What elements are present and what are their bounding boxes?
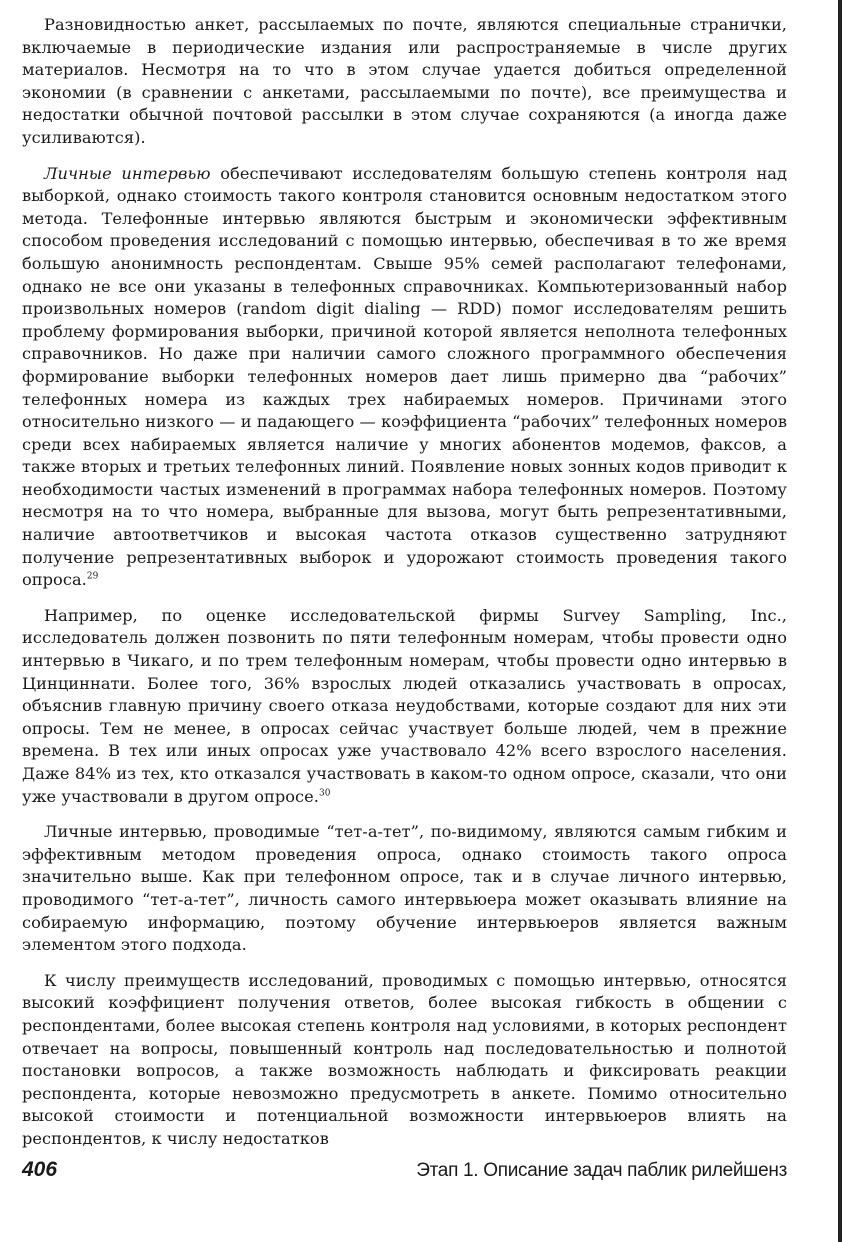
running-head: Этап 1. Описание задач паблик рилейшенз bbox=[416, 1160, 787, 1181]
paragraph-5-text: К числу преимуществ исследований, проводимых с помощью интервью, относятся высокий коэффициент получения ответов, более высокая гибкость в общении с респондентами, более высокая степень контроля над условиями, в которых респондент отвечает на вопросы, повышенный контроль над последовательностью и полнотой постановки вопросов, а также возможность наблюдать и фиксировать реакции респондента, которые невозможно предусмотреть в анкете. Помимо относительно высокой стоимости и потенциальной возможности интервьюеров влиять на респондентов, к числу недостатков bbox=[22, 970, 787, 1148]
paragraph-2 bbox=[22, 163, 787, 592]
page-footer bbox=[22, 1158, 787, 1186]
paragraph-1-text: Разновидностью анкет, рассылаемых по почте, являются специальные странички, включаемые в периодические издания или распространяемые в числе других материалов. Несмотря на то что в этом случае удается добиться определенной экономии (в сравнении с анкетами, рассылаемыми по почте), все преимущества и недостатки обычной почтовой рассылки в этом случае сохраняются (а иногда даже усиливаются). bbox=[22, 15, 787, 147]
paragraph-3 bbox=[22, 605, 787, 808]
paragraph-2-text: обеспечивают исследователям большую степень контроля над выборкой, однако стоимость такого контроля становится основным недостатком этого метода. Телефонные интервью являются быстрым и экономически эффективным способом проведения исследований с помощью интервью, обеспечивая в то же время большую анонимность респондентам. Свыше 95% семей располагают телефонами, однако не все они указаны в телефонных справочниках. Компьютеризованный набор произвольных номеров (random digit dialing — RDD) помог исследователям решить проблему формирования выборки, причиной которой является неполнота телефонных справочников. Но даже при наличии самого сложного программного обеспечения формирование выборки телефонных номеров дает лишь примерно два “рабочих” телефонных номера из каждых трех набираемых номеров. Причинами этого относительно низкого — и падающего — коэффициента “рабочих” телефонных номеров среди всех набираемых является наличие у многих абонентов модемов, факсов, а также вторых и третьих телефонных линий. Появление новых зонных кодов приводит к необходимости частых изменений в программах набора телефонных номеров. Поэтому несмотря на то что номера, выбранные для вызова, могут быть репрезентативными, наличие автоответчиков и высокая частота отказов существенно затрудняют получение репрезентативных выборок и удорожают стоимость проведения такого опроса. bbox=[22, 163, 788, 590]
page-number: 406 bbox=[22, 1158, 58, 1181]
paragraph-1 bbox=[22, 14, 787, 150]
paragraph-4 bbox=[22, 821, 787, 957]
footnote-ref-30[interactable]: 30 bbox=[319, 788, 331, 799]
page-edge-rule bbox=[838, 0, 842, 1242]
paragraph-5 bbox=[22, 970, 787, 1151]
footnote-ref-29[interactable]: 29 bbox=[86, 571, 99, 582]
page-body bbox=[22, 14, 787, 1151]
paragraph-3-text: Например, по оценке исследовательской фирмы Survey Sampling, Inc., исследователь должен позвонить по пяти телефонным номерам, чтобы провести одно интервью в Чикаго, и по трем телефонным номерам, чтобы провести одно интервью в Цинциннати. Более того, 36% взрослых людей отказались участвовать в опросах, объяснив главную причину своего отказа неудобствами, которые создают для них эти опросы. Тем не менее, в опросах сейчас участвует больше людей, чем в прежние времена. В тех или иных опросах уже участвовало 42% всего взрослого населения. Даже 84% из тех, кто отказался участвовать в каком-то одном опросе, сказали, что они уже участвовали в другом опросе. bbox=[22, 605, 787, 806]
paragraph-4-text: Личные интервью, проводимые “тет-а-тет”, по-видимому, являются самым гибким и эффективным методом проведения опроса, однако стоимость такого опроса значительно выше. Как при телефонном опросе, так и в случае личного интервью, проводимого “тет-а-тет”, личность самого интервьюера может оказывать влияние на собираемую информацию, поэтому обучение интервьюеров является важным элементом этого подхода. bbox=[22, 822, 787, 955]
paragraph-2-italic-lead: Личные интервью bbox=[44, 163, 211, 183]
